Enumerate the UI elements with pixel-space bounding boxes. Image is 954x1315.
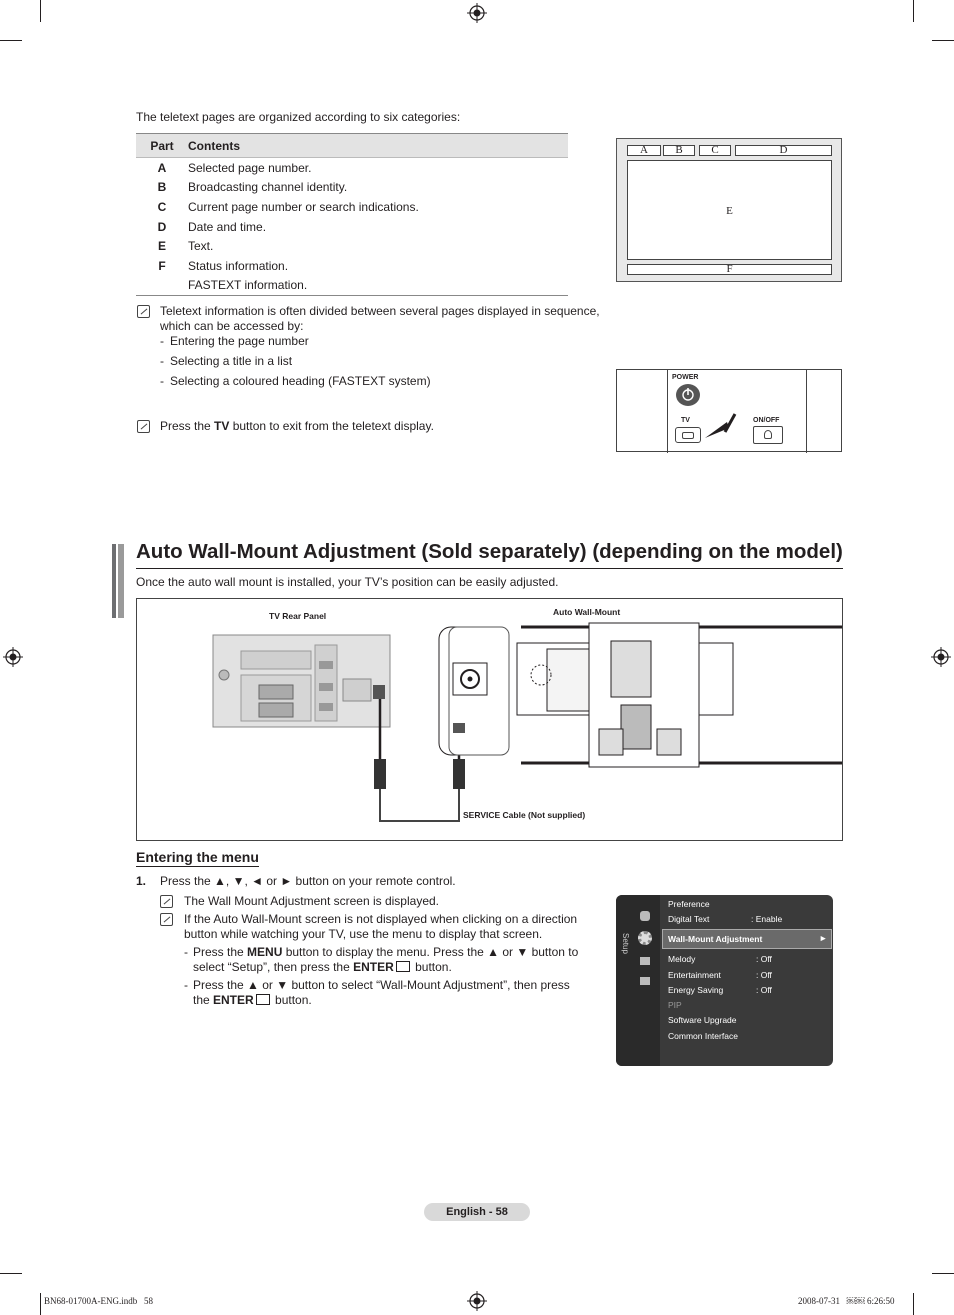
row-contents: FASTEXT information. bbox=[188, 278, 308, 293]
registration-mark-icon bbox=[3, 647, 23, 667]
menu-rail bbox=[616, 895, 660, 1066]
section-bar bbox=[112, 544, 124, 618]
menu-item-digital-text[interactable]: Digital Text bbox=[668, 914, 710, 924]
menu-arrow-icon: ► bbox=[819, 933, 828, 943]
row-part: C bbox=[157, 199, 167, 214]
pointer-arrow-icon bbox=[703, 412, 739, 446]
step-text: Press the ▲, ▼, ◄ or ► button on your remote control. bbox=[160, 874, 456, 888]
note-text: button while watching your TV, use the menu to display that screen. bbox=[184, 927, 543, 941]
menu-value: : Off bbox=[756, 970, 772, 980]
remote-illustration bbox=[616, 369, 842, 452]
text: Press the bbox=[193, 945, 248, 959]
section-rule bbox=[136, 568, 843, 569]
tv-button-icon bbox=[675, 427, 701, 443]
text: the bbox=[193, 993, 214, 1007]
onoff-button-icon bbox=[753, 426, 783, 444]
list-item-text: Selecting a coloured heading (FASTEXT system) bbox=[170, 374, 431, 388]
note-text: Press the bbox=[160, 419, 215, 433]
menu-value: : Off bbox=[756, 954, 772, 964]
row-contents: Date and time. bbox=[188, 219, 267, 234]
crop-mark bbox=[913, 0, 914, 22]
rail-label: Setup bbox=[621, 933, 630, 954]
cell-f: F bbox=[627, 264, 832, 275]
note-text: The Wall Mount Adjustment screen is displayed. bbox=[184, 894, 440, 908]
dash-text bbox=[193, 960, 452, 975]
menu-item-pip[interactable]: PIP bbox=[668, 1000, 682, 1010]
setup-menu-screenshot bbox=[616, 895, 833, 1066]
note-icon bbox=[137, 420, 150, 433]
table-row bbox=[136, 197, 568, 217]
crop-mark bbox=[40, 0, 41, 22]
teletext-layout-diagram bbox=[616, 138, 842, 282]
section-intro: Once the auto wall mount is installed, your TV’s position can be easily adjusted. bbox=[136, 575, 559, 589]
list-item: - Selecting a title in a list bbox=[160, 354, 293, 368]
row-part: E bbox=[157, 239, 166, 254]
tv-label: TV bbox=[681, 417, 690, 424]
dash-text: Press the ▲ or ▼ button to select “Wall-Mount Adjustment”, then press bbox=[193, 978, 570, 992]
input-icon bbox=[640, 957, 650, 965]
list-item: - Selecting a coloured heading (FASTEXT system) bbox=[160, 374, 431, 388]
enter-icon bbox=[256, 994, 270, 1005]
table-row bbox=[136, 217, 568, 237]
registration-mark-icon bbox=[931, 647, 951, 667]
onoff-label: ON/OFF bbox=[753, 417, 780, 424]
connection-diagram bbox=[136, 598, 843, 841]
note-icon bbox=[137, 305, 150, 318]
crop-mark bbox=[0, 1273, 22, 1274]
text: select “Setup”, then press the bbox=[193, 960, 354, 974]
table-row bbox=[136, 178, 568, 198]
menu-item-preference[interactable]: Preference bbox=[668, 899, 710, 909]
menu-item-common-interface[interactable]: Common Interface bbox=[668, 1031, 738, 1041]
crop-mark bbox=[932, 40, 954, 41]
wall-mount-label: Auto Wall-Mount bbox=[553, 607, 621, 617]
parts-table bbox=[136, 133, 568, 296]
dash-text bbox=[193, 945, 578, 960]
enter-bold: ENTER bbox=[213, 993, 254, 1007]
table-row bbox=[136, 256, 568, 276]
table-row bbox=[136, 276, 568, 296]
support-icon bbox=[640, 977, 650, 985]
step-number: 1. bbox=[136, 874, 147, 888]
header-part: Part bbox=[150, 138, 174, 153]
registration-mark-icon bbox=[467, 1291, 487, 1311]
note-bold: TV bbox=[214, 419, 230, 433]
list-item: - Entering the page number bbox=[160, 334, 309, 348]
text: button. bbox=[411, 960, 452, 974]
subsection-title: Entering the menu bbox=[136, 849, 259, 865]
table-row bbox=[136, 158, 568, 178]
crop-mark bbox=[913, 1293, 914, 1315]
row-part: B bbox=[157, 180, 167, 195]
text: button. bbox=[271, 993, 312, 1007]
cable-label: SERVICE Cable (Not supplied) bbox=[463, 810, 586, 820]
note-text: button to exit from the teletext display. bbox=[229, 419, 434, 433]
table-row bbox=[136, 236, 568, 256]
tv-rear-label: TV Rear Panel bbox=[269, 611, 327, 621]
cell-b: B bbox=[663, 145, 695, 156]
cell-e: E bbox=[627, 160, 832, 260]
dash-item: - bbox=[184, 945, 188, 959]
cell-d: D bbox=[735, 145, 832, 156]
note-line: which can be accessed by: bbox=[160, 319, 304, 333]
note-icon bbox=[160, 913, 173, 926]
menu-value: : Enable bbox=[751, 914, 783, 924]
row-contents: Current page number or search indications. bbox=[188, 199, 419, 214]
row-part: D bbox=[157, 219, 167, 234]
row-part: F bbox=[158, 258, 166, 273]
note-tv-exit bbox=[160, 419, 434, 434]
crop-mark bbox=[40, 1293, 41, 1315]
list-item-text: Entering the page number bbox=[170, 334, 309, 348]
row-contents: Status information. bbox=[188, 258, 289, 273]
section-title: Auto Wall-Mount Adjustment (Sold separately) (depending on the model) bbox=[136, 540, 843, 563]
row-part: A bbox=[157, 160, 167, 175]
picture-icon bbox=[640, 911, 650, 921]
note-text: If the Auto Wall-Mount screen is not displayed when clicking on a direction bbox=[184, 912, 578, 926]
intro-text: The teletext pages are organized according to six categories: bbox=[136, 110, 461, 124]
row-contents: Selected page number. bbox=[188, 160, 312, 175]
menu-bold: MENU bbox=[247, 945, 283, 959]
registration-mark-icon bbox=[467, 3, 487, 23]
enter-icon bbox=[396, 961, 410, 972]
menu-item-melody[interactable]: Melody bbox=[668, 954, 696, 964]
menu-value: : Off bbox=[756, 985, 772, 995]
enter-bold: ENTER bbox=[353, 960, 394, 974]
power-label: POWER bbox=[672, 374, 699, 381]
file-name: BN68-01700A-ENG.indb 58 bbox=[44, 1296, 153, 1306]
dash-item: - bbox=[184, 978, 188, 992]
list-item-text: Selecting a title in a list bbox=[170, 354, 293, 368]
crop-mark bbox=[0, 40, 22, 41]
menu-item-energy-saving[interactable]: Energy Saving bbox=[668, 985, 724, 995]
page-number: English - 58 bbox=[424, 1203, 530, 1221]
row-contents: Text. bbox=[188, 239, 214, 254]
cell-a: A bbox=[627, 145, 661, 156]
print-date: 2008-07-31 ￼￼ 6:26:50 bbox=[798, 1296, 895, 1306]
table-header bbox=[136, 134, 568, 158]
connection-illustration bbox=[137, 599, 842, 840]
dash-text bbox=[193, 993, 312, 1008]
menu-item-entertainment[interactable]: Entertainment bbox=[668, 970, 721, 980]
menu-item-software-upgrade[interactable]: Software Upgrade bbox=[668, 1015, 737, 1025]
power-button-icon bbox=[675, 383, 701, 407]
note-icon bbox=[160, 895, 173, 908]
row-contents: Broadcasting channel identity. bbox=[188, 180, 348, 195]
setup-gear-icon bbox=[638, 931, 652, 945]
header-contents: Contents bbox=[188, 138, 240, 153]
text: button to display the menu. Press the ▲ or ▼ button to bbox=[282, 945, 579, 959]
cell-c: C bbox=[699, 145, 731, 156]
menu-item-wall-mount-adjustment[interactable]: Wall-Mount Adjustment bbox=[668, 934, 763, 944]
note-line: Teletext information is often divided between several pages displayed in sequence, bbox=[160, 304, 600, 318]
crop-mark bbox=[932, 1273, 954, 1274]
